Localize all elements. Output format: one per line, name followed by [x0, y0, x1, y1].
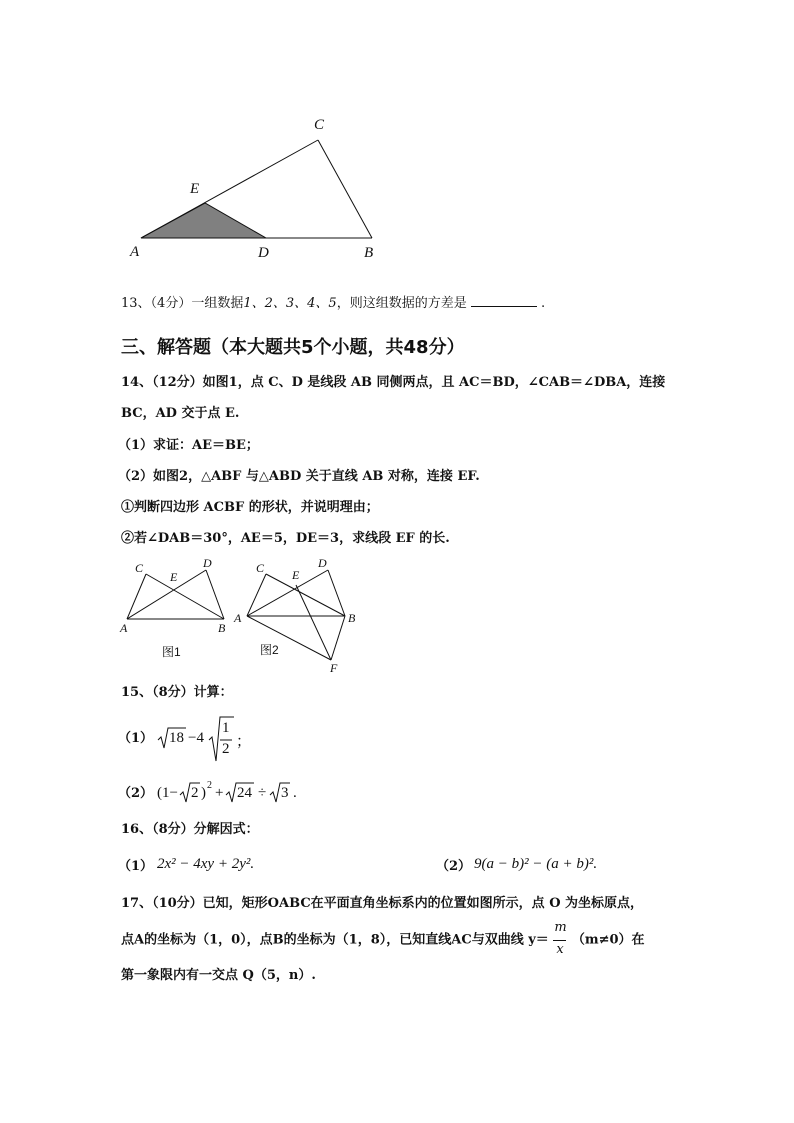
- fig1-label-a: A: [120, 621, 128, 635]
- q15-p1-minus: −4: [188, 730, 204, 746]
- fig2-label-f: F: [330, 661, 338, 675]
- q15-part1-label: （1）: [118, 731, 154, 746]
- q17-frac-num: m: [554, 920, 567, 935]
- q17-frac-den: x: [556, 942, 564, 957]
- q15-p2-rad1: 2: [191, 785, 199, 801]
- q14-line2: BC，AD 交于点 E.: [121, 406, 240, 421]
- q13-text: ，则这组数据的方差是: [336, 296, 467, 311]
- fig1-caption: 图1: [162, 645, 181, 659]
- q15-p2-a: (1−: [157, 785, 178, 801]
- q17-line3: 第一象限内有一交点 Q（5，n）.: [121, 968, 316, 983]
- fig2-label-d: D: [318, 556, 327, 570]
- q14-sub1: ①判断四边形 ACBF 的形状，并说明理由；: [121, 500, 379, 515]
- q16-part2-expr: 9(a − b)² − (a + b)².: [474, 856, 598, 872]
- fig1-label-c: C: [135, 561, 144, 575]
- q15-title: 15、（8分）计算：: [121, 685, 233, 700]
- label-a: A: [130, 244, 140, 260]
- q17-line1: 17、（10分）已知，矩形OABC在平面直角坐标系内的位置如图所示，点 O 为坐标原点，: [121, 896, 644, 911]
- q16-part1-expr: 2x² − 4xy + 2y².: [157, 856, 255, 872]
- q15-p2-end: .: [293, 785, 297, 801]
- q17-line2a: 点A的坐标为（1，0），点B的坐标为（1，8），已知直线AC与双曲线 y＝: [121, 932, 549, 948]
- label-b: B: [364, 245, 374, 261]
- q15-p2-div: ÷: [258, 785, 267, 801]
- q14-part2: （2）如图2，△ABF 与△ABD 关于直线 AB 对称，连接 EF.: [118, 469, 480, 484]
- q14-line1: 14、（12分）如图1，点 C、D 是线段 AB 同侧两点，且 AC＝BD，∠CAB＝∠DBA，连接: [121, 375, 666, 390]
- q16-title: 16、（8分）分解因式：: [121, 822, 259, 837]
- q15-p2-rad3: 3: [281, 785, 289, 801]
- fig2-label-b: B: [348, 611, 356, 625]
- label-e: E: [190, 181, 200, 197]
- fig2-label-e: E: [292, 568, 300, 582]
- fig1-label-b: B: [218, 621, 226, 635]
- section-heading: 三、解答题（本大题共5个小题，共48分）: [121, 337, 465, 358]
- q15-p2-rad2: 24: [237, 785, 252, 801]
- q13-data: 1、2、3、4、5: [243, 296, 337, 311]
- label-c: C: [314, 117, 325, 133]
- q15-part2-label: （2）: [118, 786, 154, 801]
- q13-number: 13、（4分）一组数据: [121, 296, 244, 311]
- q15-p1-end: ；: [236, 734, 252, 750]
- fig2-label-c: C: [256, 561, 265, 575]
- q15-p1-num: 1: [222, 720, 230, 736]
- q16-part1-label: （1）: [118, 859, 154, 874]
- q17-fraction: [553, 920, 567, 957]
- q13-end: .: [540, 296, 546, 311]
- q14-part1: （1）求证：AE＝BE；: [118, 438, 259, 453]
- q15-p2-b: ): [201, 785, 206, 801]
- q17-line2: [121, 920, 645, 957]
- q17-line2b: （m≠0）在: [571, 932, 645, 948]
- fig1-label-d: D: [203, 556, 212, 570]
- fig1-label-e: E: [170, 570, 178, 584]
- q16-part2-label: （2）: [436, 859, 472, 874]
- fig2-caption: 图2: [260, 643, 279, 657]
- q15-p2-exp: 2: [207, 780, 212, 791]
- label-d: D: [258, 245, 269, 261]
- q15-p2-plus: +: [215, 785, 224, 801]
- q15-p1-rad: 18: [169, 730, 184, 746]
- q15-p1-den: 2: [222, 741, 230, 757]
- fig2-label-a: A: [234, 611, 242, 625]
- q14-sub2: ②若∠DAB＝30°，AE＝5，DE＝3，求线段 EF 的长.: [121, 531, 450, 546]
